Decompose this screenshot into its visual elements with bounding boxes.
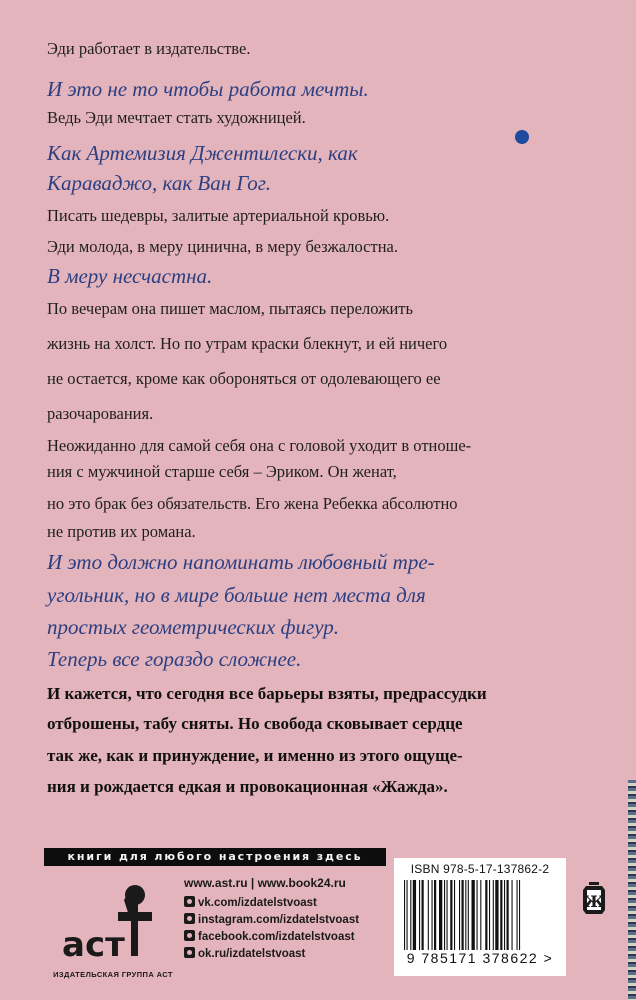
barcode-bar [447, 880, 448, 950]
annotation-line: И это должно напоминать любовный тре- [47, 550, 435, 574]
annotation-line: Эди работает в издательстве. [47, 39, 251, 58]
instagram-icon [184, 913, 195, 924]
barcode-bar [432, 880, 433, 950]
publisher-caption: ИЗДАТЕЛЬСКАЯ ГРУППА АСТ [53, 970, 173, 979]
age-mark: Ж [583, 892, 605, 911]
decorative-dot [515, 130, 529, 144]
annotation-line: Эди молода, в меру цинична, в меру безжалостна. [47, 237, 398, 256]
barcode-bar [465, 880, 466, 950]
barcode [404, 880, 556, 950]
vk-icon [184, 896, 195, 907]
annotation-line: И это не то чтобы работа мечты. [47, 77, 369, 101]
annotation-line: так же, как и принуждение, и именно из этого ощуще- [47, 746, 463, 765]
barcode-bar [434, 880, 436, 950]
barcode-bar [512, 880, 513, 950]
social-link[interactable] [184, 930, 355, 943]
annotation-line: Неожиданно для самой себя она с головой уходит в отноше- [47, 436, 472, 455]
barcode-bar [480, 880, 481, 950]
annotation-line: По вечерам она пишет маслом, пытаясь переложить [47, 299, 414, 318]
ok-icon [184, 947, 195, 958]
social-link[interactable] [184, 947, 305, 960]
annotation-line: жизнь на холст. Но по утрам краски блекнут, и ей ничего [47, 334, 448, 353]
isbn-label: ISBN 978-5-17-137862-2 [410, 862, 550, 876]
annotation-line: В меру несчастна. [47, 264, 213, 288]
barcode-bar [450, 880, 452, 950]
barcode-bar [517, 880, 518, 950]
social-link-text: instagram.com/izdatelstvoast [198, 914, 360, 926]
barcode-bar [493, 880, 494, 950]
cover-edge-strip [628, 780, 636, 1000]
barcode-bar [404, 880, 405, 950]
barcode-bar [428, 880, 429, 950]
barcode-bar [439, 880, 442, 950]
barcode-bar [485, 880, 487, 950]
social-link-text: ok.ru/izdatelstvoast [198, 948, 306, 960]
annotation-line: не остается, кроме как обороняться от одолевающего ее [47, 369, 441, 388]
barcode-bar [468, 880, 469, 950]
annotation-line: угольник, но в мире больше нет места для [47, 583, 426, 607]
barcode-bar [454, 880, 455, 950]
annotation-line: Ведь Эди мечтает стать художницей. [47, 108, 306, 127]
annotation-line: отброшены, табу сняты. Но свобода сковывает сердце [47, 714, 463, 733]
barcode-bar [410, 880, 411, 950]
social-link-text: facebook.com/izdatelstvoast [198, 931, 355, 943]
barcode-bar [407, 880, 408, 950]
publisher-sites[interactable]: www.ast.ru | www.book24.ru [184, 876, 346, 890]
social-link[interactable] [184, 913, 359, 926]
annotation-line: разочарования. [47, 404, 154, 423]
barcode-bar [519, 880, 520, 950]
barcode-panel [394, 858, 566, 976]
annotation-line: ния с мужчиной старше себя – Эриком. Он женат, [47, 462, 397, 481]
barcode-bar [472, 880, 475, 950]
annotation-line: простых геометрических фигур. [47, 615, 340, 639]
ast-logo-icon [56, 878, 166, 978]
barcode-bar [477, 880, 478, 950]
annotation-line: Как Артемизия Джентилески, как [47, 141, 358, 165]
barcode-bar [444, 880, 445, 950]
barcode-bar [422, 880, 424, 950]
annotation-line: не против их романа. [47, 522, 196, 541]
barcode-bar [495, 880, 498, 950]
barcode-bar [413, 880, 416, 950]
annotation-line: Теперь все гораздо сложнее. [47, 647, 302, 671]
barcode-bar [504, 880, 505, 950]
ean-number: 9 785171 378622 > [406, 950, 554, 966]
annotation-line: Караваджо, как Ван Гог. [47, 171, 271, 195]
barcode-bar [489, 880, 490, 950]
social-link-text: vk.com/izdatelstvoast [198, 897, 317, 909]
annotation-line: И кажется, что сегодня все барьеры взяты, предрассудки [47, 684, 487, 703]
social-link[interactable] [184, 896, 317, 909]
barcode-bar [462, 880, 464, 950]
barcode-bar [459, 880, 460, 950]
annotation-line: Писать шедевры, залитые артериальной кровью. [47, 206, 390, 225]
annotation-line: ния и рождается едкая и провокационная «Жажда». [47, 777, 448, 796]
barcode-bar [507, 880, 509, 950]
barcode-bar [419, 880, 420, 950]
facebook-icon [184, 930, 195, 941]
annotation-line: но это брак без обязательств. Его жена Ребекка абсолютно [47, 494, 458, 513]
slogan-banner: книги для любого настроения здесь [44, 848, 386, 866]
barcode-bar [500, 880, 502, 950]
lantern-icon [578, 880, 610, 916]
logo-text: аст [62, 925, 125, 965]
